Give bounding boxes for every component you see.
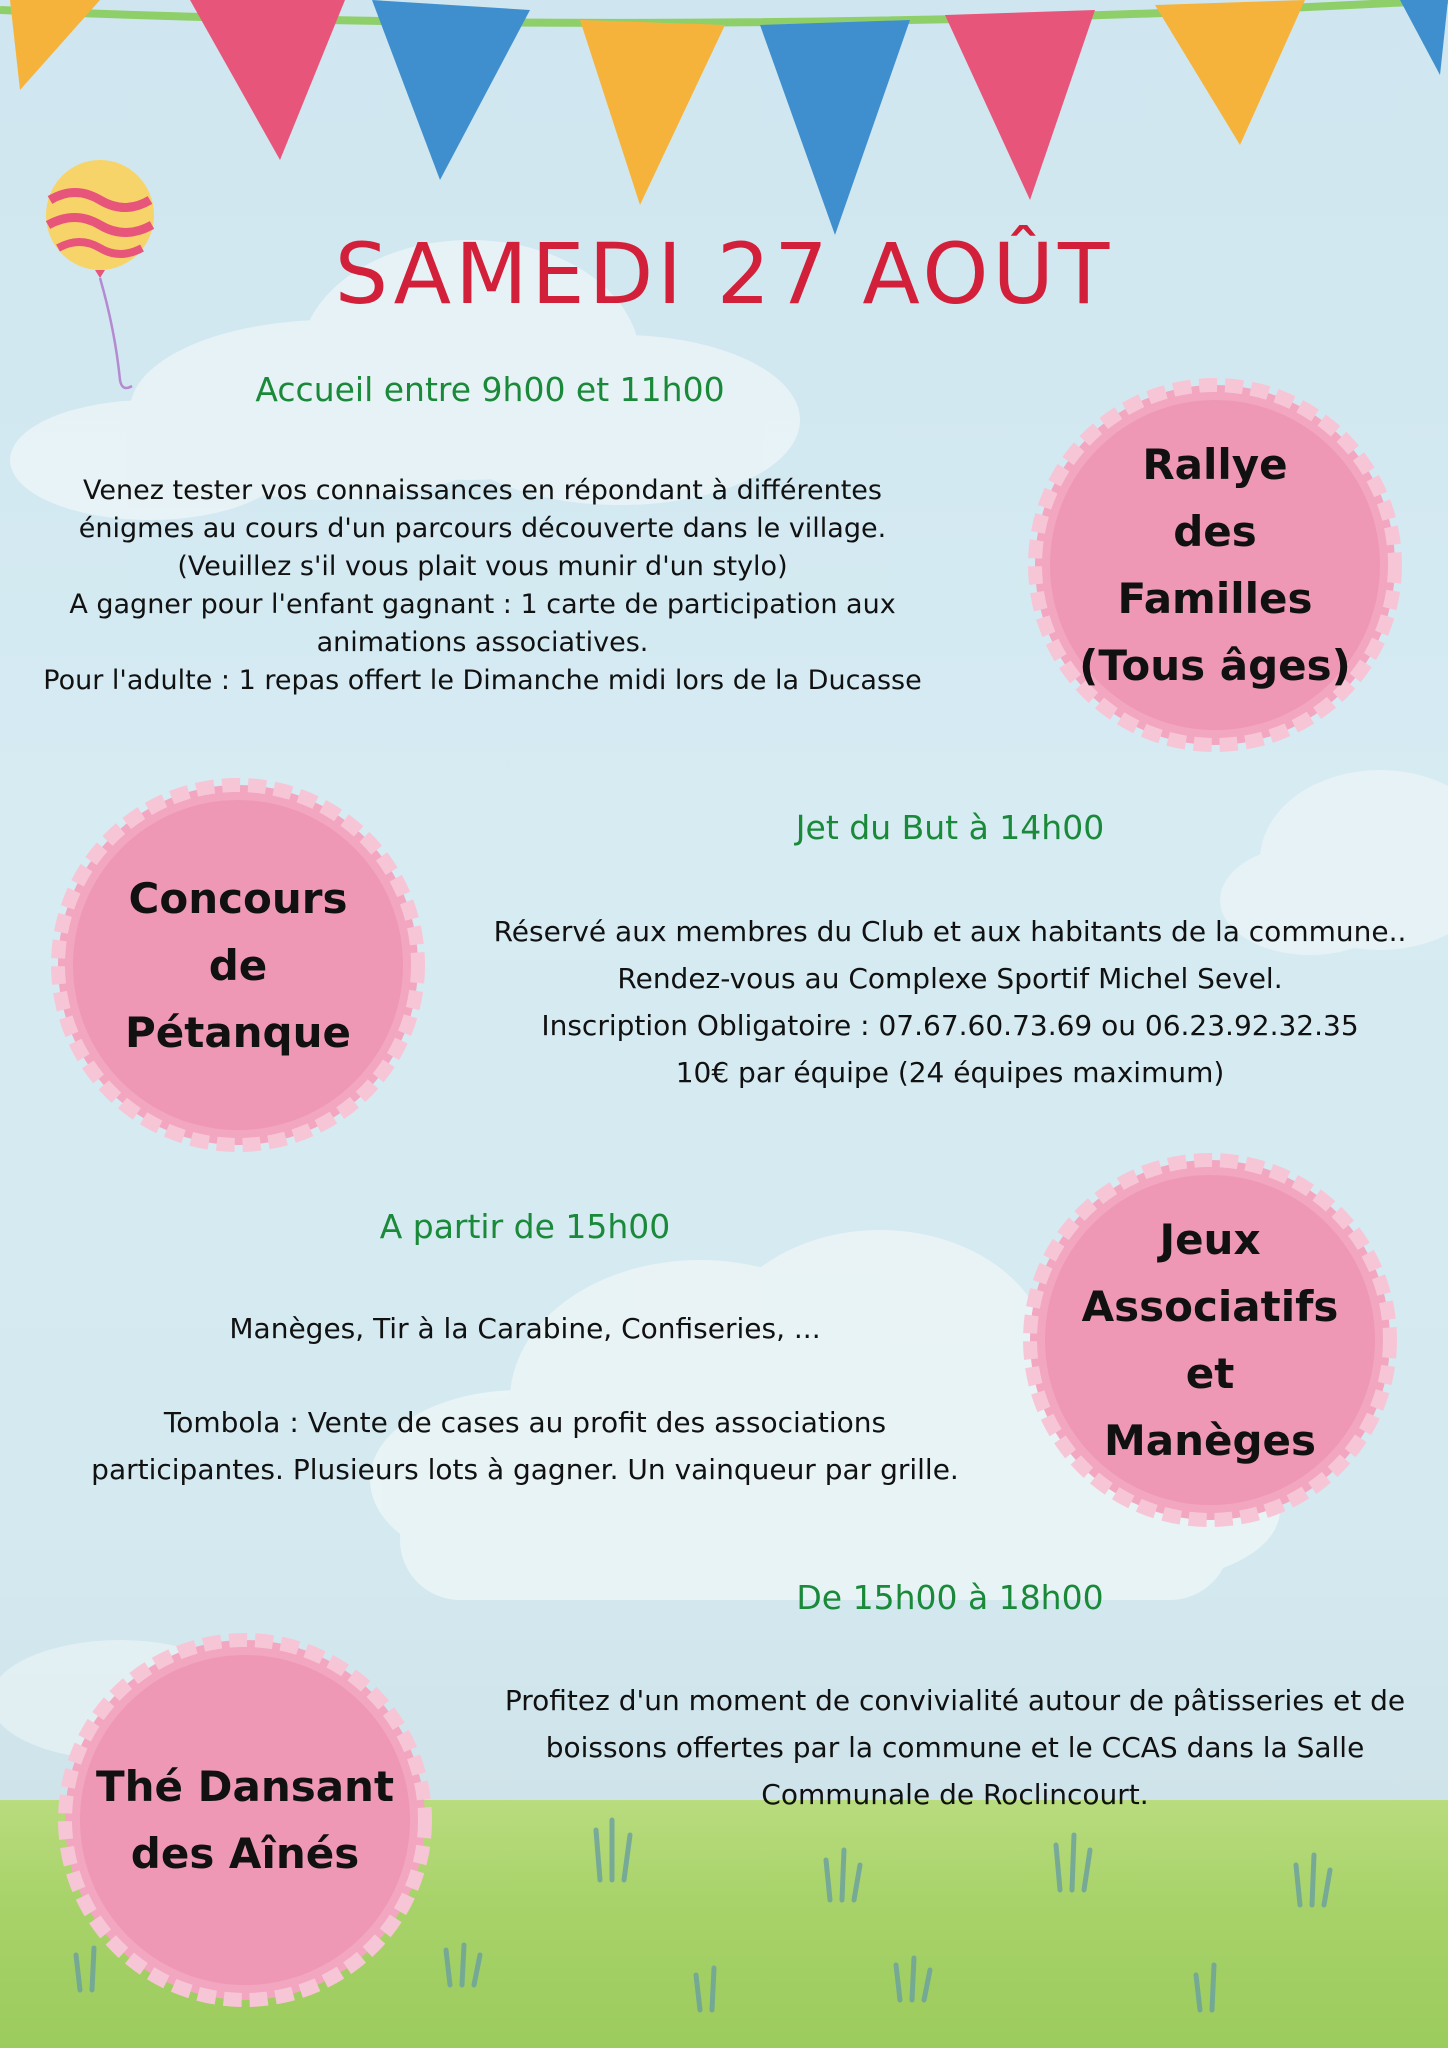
section-2-description — [460, 908, 1440, 1096]
section-1-line: (Veuillez s'il vous plait vous munir d'un stylo) — [177, 551, 788, 582]
badge-the-dansant — [55, 1630, 435, 2010]
bunting-flags-icon — [0, 0, 1448, 260]
page-title: SAMEDI 27 AOÛT — [334, 225, 1114, 323]
section-3-line: participantes. Plusieurs lots à gagner. Un vainqueur par grille. — [91, 1453, 959, 1486]
section-2-time: Jet du But à 14h00 — [795, 808, 1105, 847]
section-2-line: Rendez-vous au Complexe Sportif Michel Sevel. — [617, 962, 1283, 995]
section-4-time: De 15h00 à 18h00 — [796, 1578, 1104, 1617]
section-4-line: Communale de Roclincourt. — [761, 1778, 1149, 1811]
section-3-line: Tombola : Vente de cases au profit des associations — [163, 1406, 887, 1439]
badge-the-dansant-label: Thé Dansant des Aînés — [95, 1762, 395, 1878]
section-1-line: animations associatives. — [316, 627, 649, 658]
badge-jeux-label: Jeux Associatifs et Manèges — [1081, 1215, 1339, 1465]
section-4-line: boissons offertes par la commune et le CCAS dans la Salle — [545, 1731, 1365, 1764]
section-1-description — [0, 472, 965, 700]
section-3-time: A partir de 15h00 — [379, 1207, 671, 1246]
badge-petanque — [48, 775, 428, 1155]
section-2-line: 10€ par équipe (24 équipes maximum) — [675, 1056, 1225, 1089]
section-1-line: énigmes au cours d'un parcours découverte dans le village. — [78, 513, 887, 544]
section-2-line: Réservé aux membres du Club et aux habitants de la commune.. — [493, 915, 1407, 948]
section-3-description — [40, 1305, 1010, 1493]
badge-jeux — [1020, 1150, 1400, 1530]
section-1-line: Venez tester vos connaissances en répondant à différentes — [83, 475, 882, 506]
badge-rallye — [1025, 375, 1405, 755]
section-3-line: Manèges, Tir à la Carabine, Confiseries, ... — [229, 1312, 821, 1345]
badge-petanque-label: Concours de Pétanque — [124, 873, 352, 1057]
section-1-line: Pour l'adulte : 1 repas offert le Dimanche midi lors de la Ducasse — [43, 665, 922, 696]
section-1-line: A gagner pour l'enfant gagnant : 1 carte de participation aux — [69, 589, 896, 620]
section-4-line: Profitez d'un moment de convivialité autour de pâtisseries et de — [504, 1684, 1406, 1717]
section-1-time: Accueil entre 9h00 et 11h00 — [255, 370, 725, 409]
section-3-line — [40, 1352, 1010, 1399]
badge-rallye-label: Rallye des Familles (Tous âges) — [1079, 440, 1351, 690]
section-4-description — [470, 1677, 1440, 1818]
section-2-line: Inscription Obligatoire : 07.67.60.73.69 ou 06.23.92.32.35 — [541, 1009, 1359, 1042]
